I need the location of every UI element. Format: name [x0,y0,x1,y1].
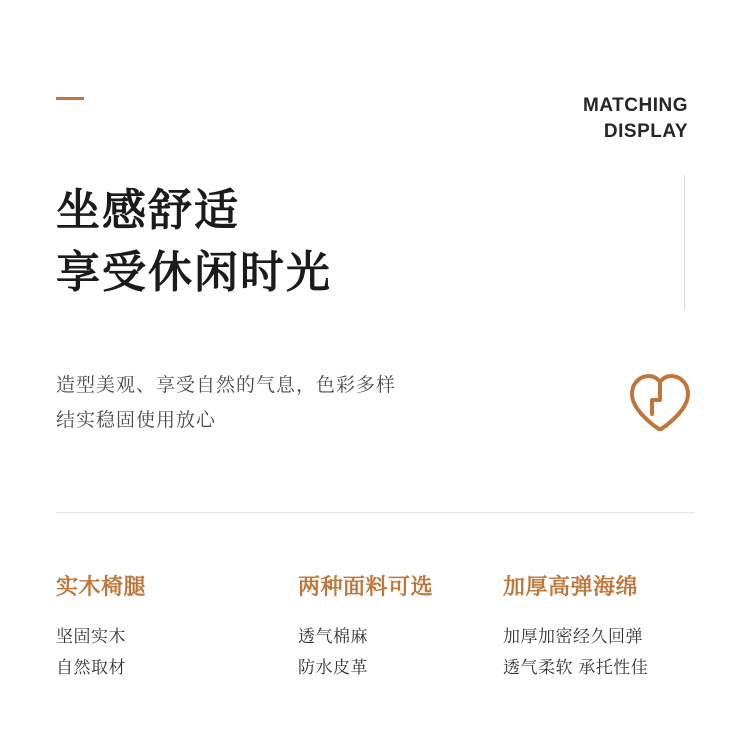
headline-line-2: 享受休闲时光 [56,248,332,297]
vertical-divider [684,175,685,310]
feature-3-line-2: 透气柔软 承托性佳 [503,658,649,677]
page-title [56,180,332,304]
subtitle-description [56,368,396,438]
feature-1-line-1: 坚固实木 [56,627,126,646]
feature-item-3 [503,572,696,683]
feature-2-line-2: 防水皮革 [298,658,368,677]
feature-1-line-2: 自然取材 [56,658,126,677]
accent-dash [56,97,84,100]
headline-line-1: 坐感舒适 [56,186,240,235]
matching-display-label [583,93,688,145]
subtitle-line-1: 造型美观、享受自然的气息，色彩多样 [56,375,397,396]
feature-detail-2 [298,621,503,683]
feature-detail-3 [503,621,696,683]
matching-display-line-1: MATCHING [583,95,688,116]
feature-item-2 [298,572,503,683]
feature-detail-1 [56,621,298,683]
feature-title-1: 实木椅腿 [56,574,147,599]
subtitle-line-2: 结实稳固使用放心 [56,410,217,431]
heart-icon [626,370,694,434]
feature-title-3: 加厚高弹海绵 [503,574,639,599]
feature-2-line-1: 透气棉麻 [298,627,368,646]
feature-3-line-1: 加厚加密经久回弹 [503,627,643,646]
matching-display-line-2: DISPLAY [603,121,688,142]
feature-list [56,572,696,683]
section-divider [56,512,694,513]
feature-title-2: 两种面料可选 [298,574,434,599]
feature-item-1 [56,572,298,683]
